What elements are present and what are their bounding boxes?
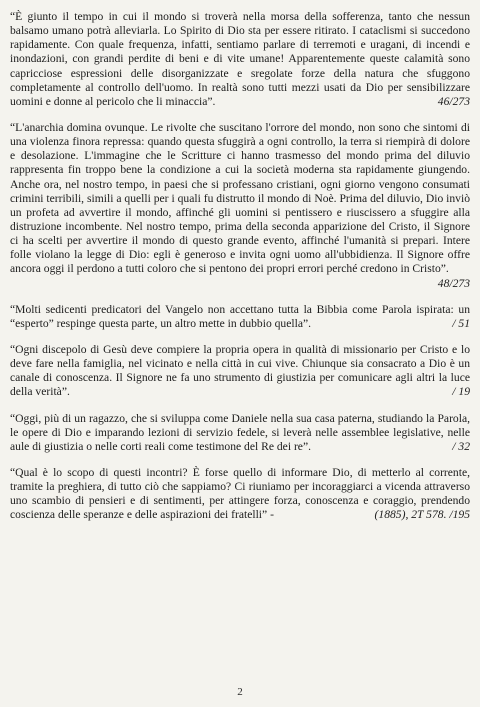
quote-text: “Ogni discepolo di Gesù deve compiere la propria opera in qualità di missionario per Cristo e lo deve fare nella famiglia, nel vicinato e nella città in cui vive. Chiunque sia consacrato a Dio è un canale di conoscenza. Il Signore ne fa uno strumento di giustizia per comunicare agli altri la luce della verità”. [10,342,470,399]
quote-paragraph-2 [10,121,470,291]
quote-reference: 48/273 [437,276,470,290]
quote-reference: / 32 [452,439,470,453]
page-number: 2 [237,686,243,698]
quote-reference: / 51 [452,316,470,330]
quote-reference: 46/273 [437,94,470,108]
quote-text: “È giunto il tempo in cui il mondo si troverà nella morsa della sofferenza, tanto che nessun balsamo umano potrà alleviarla. Lo Spirito di Dio sta per essere ritirato. I cataclismi si succedono rapidamente. Con quale frequenza, infatti, sentiamo parlare di terremoti e uragani, di incendi e inondazioni, con grandi perdite di beni e di vite umane! Apparentemente queste calamità sono capricciose espressioni delle disorganizzate e sregolate forze della natura che sfuggono completamente al controllo dell'uomo. In realtà sono tutti mezzi usati da Dio per sensibilizzare uomini e donne al pericolo che li minaccia”. [10,10,470,108]
quote-reference: (1885), 2T 578. /195 [374,508,470,522]
quote-paragraph-1 [10,10,470,109]
quote-paragraph-4 [10,343,470,400]
document-page [10,10,470,535]
quote-text: “Oggi, più di un ragazzo, che si sviluppa come Daniele nella sua casa paterna, studiando la Parola, le opere di Dio e imparando lezioni di servizio fedele, si leverà nelle assemblee legislative, nelle aule di giustizia o nelle corti reali come testimone del Re dei re”. [10,411,470,453]
quote-text: “L'anarchia domina ovunque. Le rivolte che suscitano l'orrore del mondo, non sono che sintomi di una violenza finora repressa: quando questa sfuggirà a ogni controllo, la terra si riempirà di dolore e desolazione. L'immagine che le Scritture ci hanno trasmesso del mondo prima del diluvio rappresenta fin troppo bene la condizione a cui la società moderna sta rapidamente giungendo. Anche ora, nel nostro tempo, in paesi che si professano cristiani, ogni giorno vengono consumati crimini terribili, simili a quelli per i quali fu distrutto il mondo di Noè. Prima del diluvio, Dio inviò un profeta ad avvertire il mondo, affinché gli uomini si pentissero e riuscissero a sfuggire alla distruzione incombente. Nel nostro tempo, prima della seconda apparizione del Cristo, il Signore ci ha scelti per avvertire il mondo di questo grande evento, affinché l'umanità si prepari. Intere folle violano la legge di Dio: egli è generoso e invita ogni uomo all'ubbidienza. Il Signore offre ancora oggi il perdono a tutti coloro che si pentono dei propri errori perché credono in Cristo”. [10,120,470,276]
quote-paragraph-5 [10,412,470,454]
quote-text: “Molti sedicenti predicatori del Vangelo non accettano tutta la Bibbia come Parola ispirata: un “esperto” respinge questa parte, un altro mette in dubbio quella”. [10,302,470,330]
quote-text: “Qual è lo scopo di questi incontri? È forse quello di informare Dio, di metterlo al corrente, tramite la preghiera, di tutto ciò che sappiamo? Ci riuniamo per incoraggiarci a vicenda attraverso uno scambio di pensieri e di sentimenti, per attingere forza, conoscenza e coraggio, prendendo coscienza delle speranze e delle aspirazioni dei fratelli” - [10,465,470,522]
quote-paragraph-3 [10,303,470,331]
quote-paragraph-6 [10,466,470,523]
quote-reference: / 19 [452,385,470,399]
